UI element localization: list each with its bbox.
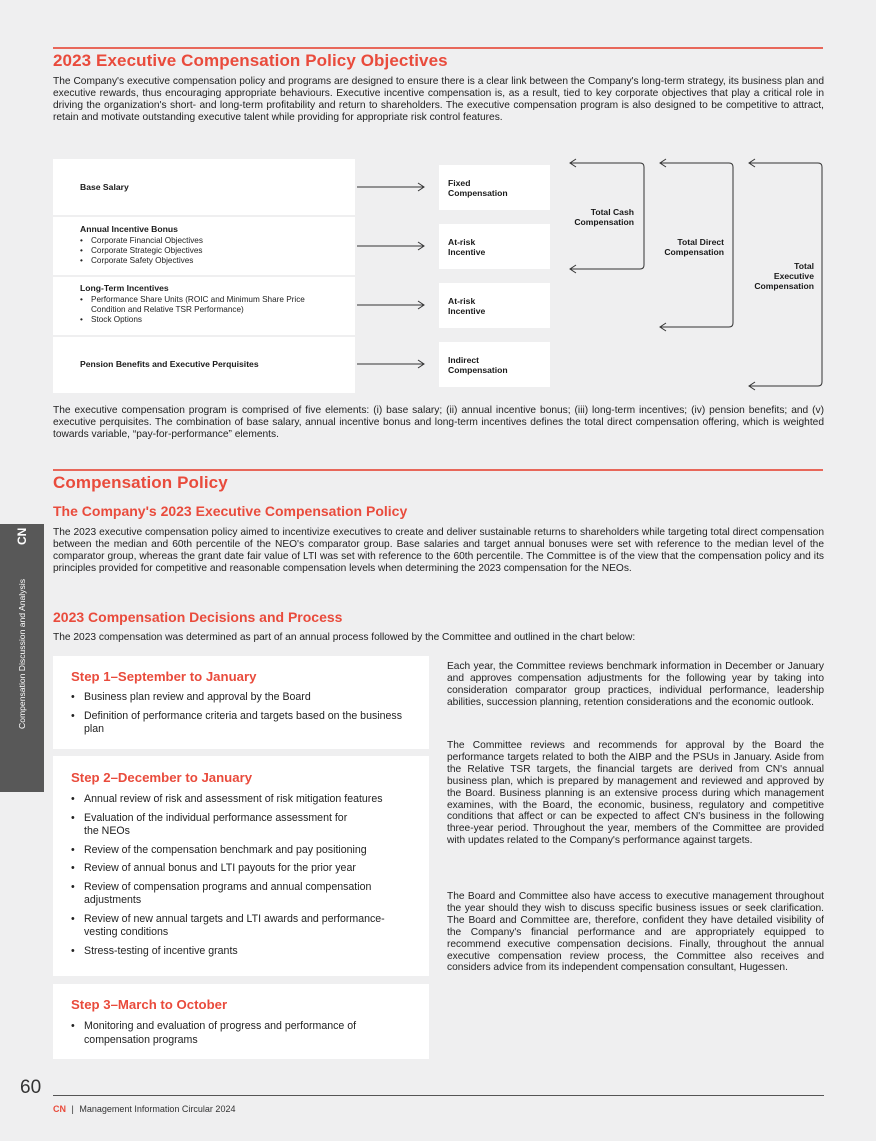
step-3-box [53, 984, 429, 1059]
list-item: • Stress-testing of incentive grants [71, 945, 411, 959]
process-intro: The 2023 compensation was determined as part of an annual process followed by the Committee and outlined in the chart below: [53, 632, 636, 643]
list-item: • Stock Options [80, 315, 305, 325]
policy-paragraph: The 2023 executive compensation policy aimed to incentivize executives to create and deliver sustainable returns to shareholders while targeting total direct compensation between the median and 60th percentile of the NEO's comparator group. Base salaries and target annual bonuses were set with reference to the median level of the comparator group, whereas the grant date fair value of LTI was set with reference to the 60th percentile. The Committee is of the view that the compensation policy and its principles provided for competitive and reasonable compensation levels when determining the 2023 compensation for the NEOs. [53, 527, 824, 574]
list-item: • Review of new annual targets and LTI awards and performance-vesting conditions [71, 913, 411, 940]
list-item: • Corporate Safety Objectives [80, 256, 203, 266]
element-pension-perquisites: Pension Benefits and Executive Perquisites [80, 359, 259, 369]
process-right-paragraph-1: Each year, the Committee reviews benchmark information in December or January and approves compensation adjustments for the following year by taking into consideration comparator group practices, individual performance, leadership abilities, succession planning, retention considerations and the economic outlook. [447, 661, 824, 708]
cn-logo: CN [15, 527, 29, 545]
footer-doc-title: Management Information Circular 2024 [79, 1104, 236, 1114]
process-right-paragraph-3: The Board and Committee also have access to executive management throughout the year should they wish to discuss specific business issues or seek clarification. The Board and Committee are, therefore, confident they have detailed visibility of the Company's financial performance and are appropriately equipped to recommend executive compensation decisions. Finally, throughout the annual executive compensation review process, the Committee also receives and considers advice from its independent compensation consultant, Hugessen. [447, 891, 824, 974]
category-indirect-compensation: Indirect Compensation [439, 342, 550, 387]
list-item: • Performance Share Units (ROIC and Minimum Share Price [80, 295, 305, 305]
list-item-continuation: Condition and Relative TSR Performance) [91, 305, 244, 315]
list-item: • Corporate Strategic Objectives [80, 246, 203, 256]
subheading-2023-policy: The Company's 2023 Executive Compensation Policy [53, 503, 408, 519]
side-section-label: Compensation Discussion and Analysis [17, 579, 27, 729]
step-3-title: Step 3–March to October [71, 997, 228, 1012]
step-1-box [53, 656, 429, 749]
element-base-salary: Base Salary [80, 182, 129, 192]
footer [53, 1104, 235, 1114]
objectives-intro: The Company's executive compensation policy and programs are designed to ensure there is a clear link between the Company's long-term strategy, its business plan and executive rewards, thus encouraging appropriate behaviours. Executive incentive compensation is, as a result, tied to key corporate objectives that play a critical role in driving the organization's short- and long-term profitability and return to shareholders. The executive compensation program is also designed to be competitive to attract, retain and motivate outstanding executive talent while providing for appropriate risk control features. [53, 76, 824, 123]
list-item: • Definition of performance criteria and targets based on the business plan [71, 710, 411, 737]
footer-brand: CN [53, 1104, 66, 1114]
element-long-term-incentives: Long-Term Incentives [80, 283, 169, 293]
footer-separator: | [71, 1104, 74, 1114]
section-title-objectives: 2023 Executive Compensation Policy Objectives [53, 51, 448, 70]
list-item: • Business plan review and approval by the Board [71, 691, 411, 705]
footer-rule [53, 1095, 824, 1096]
list-item: • Review of the compensation benchmark and pay positioning [71, 844, 411, 858]
category-at-risk-incentive-1: At-risk Incentive [439, 224, 550, 269]
side-tab [0, 524, 44, 792]
step-2-title: Step 2–December to January [71, 770, 253, 785]
group-total-direct: Total Direct Compensation [664, 237, 724, 257]
list-item: • Review of compensation programs and annual compensation adjustments [71, 881, 411, 908]
subheading-decisions-process: 2023 Compensation Decisions and Process [53, 609, 343, 625]
step-2-box [53, 756, 429, 976]
objectives-outro: The executive compensation program is comprised of five elements: (i) base salary; (ii) annual incentive bonus; (iii) long-term incentives; (iv) pension benefits; and (v) executive perquisites. The combination of base salary, annual incentive bonus and long-term incentives defines the total direct compensation offering, which is weighted towards variable, “pay-for-performance” elements. [53, 405, 824, 440]
list-item: • Corporate Financial Objectives [80, 236, 203, 246]
list-item: • Monitoring and evaluation of progress and performance of compensation programs [71, 1020, 411, 1047]
step-1-title: Step 1–September to January [71, 669, 257, 684]
list-item: • Annual review of risk and assessment of risk mitigation features [71, 793, 411, 807]
category-at-risk-incentive-2: At-risk Incentive [439, 283, 550, 328]
element-annual-incentive-bonus: Annual Incentive Bonus [80, 224, 178, 234]
group-total-cash: Total Cash Compensation [574, 207, 634, 227]
list-item: • Review of annual bonus and LTI payouts for the prior year [71, 862, 411, 876]
page-number: 60 [20, 1077, 42, 1098]
group-total-executive: Total Executive Compensation [754, 261, 814, 291]
section-title-compensation-policy: Compensation Policy [53, 473, 228, 492]
category-fixed-compensation: Fixed Compensation [439, 165, 550, 210]
process-right-paragraph-2: The Committee reviews and recommends for approval by the Board the performance targets related to both the AIBP and the PSUs in January. Aside from the Relative TSR targets, the financial targets are derived from CN's annual business plan, which is prepared by management and reviewed and approved by the Board. Business planning is an extensive process during which management examines, with the Board, the economic, business, regulatory and competitive conditions that affect or can be expected to affect CN's business in the following three-year period. Throughout the year, members of the Committee are provided with updates related to the Company's performance against targets. [447, 740, 824, 847]
list-item: • Evaluation of the individual performance assessment for the NEOs [71, 812, 364, 839]
